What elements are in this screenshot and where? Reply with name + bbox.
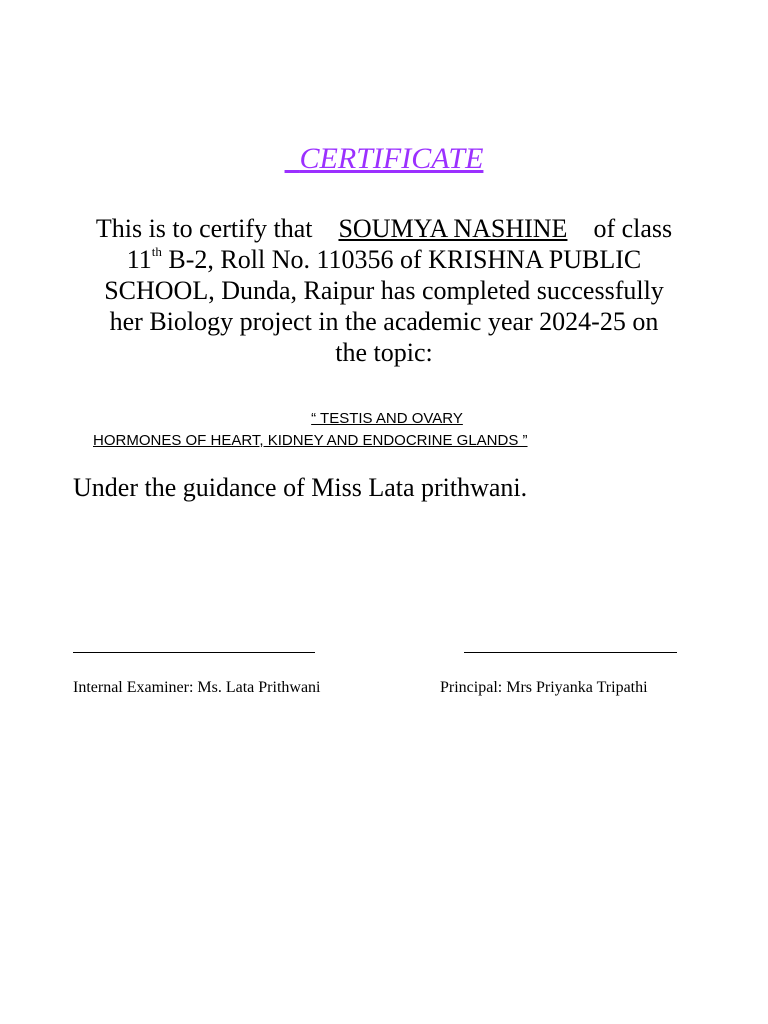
topic-line-1: “ TESTIS AND OVARY [311, 410, 463, 427]
topic-intro-text: the topic: [335, 338, 433, 367]
project-topic [60, 408, 708, 452]
principal-label: Principal: Mrs Priyanka Tripathi [440, 679, 648, 696]
certificate-title [0, 140, 768, 178]
internal-examiner-signature-line [73, 652, 315, 653]
project-year-text: her Biology project in the academic year 2024-25 on [109, 307, 659, 336]
topic-line-2: HORMONES OF HEART, KIDNEY AND ENDOCRINE GLANDS ” [93, 432, 528, 449]
certificate-title-text: CERTIFICATE [299, 142, 484, 175]
student-name: SOUMYA NASHINE [338, 214, 568, 243]
intro-text: This is to certify that [95, 214, 313, 243]
class-superscript: th [151, 244, 162, 259]
internal-examiner-label: Internal Examiner: Ms. Lata Prithwani [73, 679, 321, 696]
guidance-text: Under the guidance of Miss Lata prithwani. [73, 473, 528, 502]
of-class-text: of class [593, 214, 673, 243]
school-completion-text: SCHOOL, Dunda, Raipur has completed successfully [104, 276, 664, 305]
certification-statement [60, 213, 708, 368]
roll-school-text: B-2, Roll No. 110356 of KRISHNA PUBLIC [161, 245, 642, 274]
principal-signature-line [464, 652, 677, 653]
class-number: 11 [126, 245, 152, 274]
